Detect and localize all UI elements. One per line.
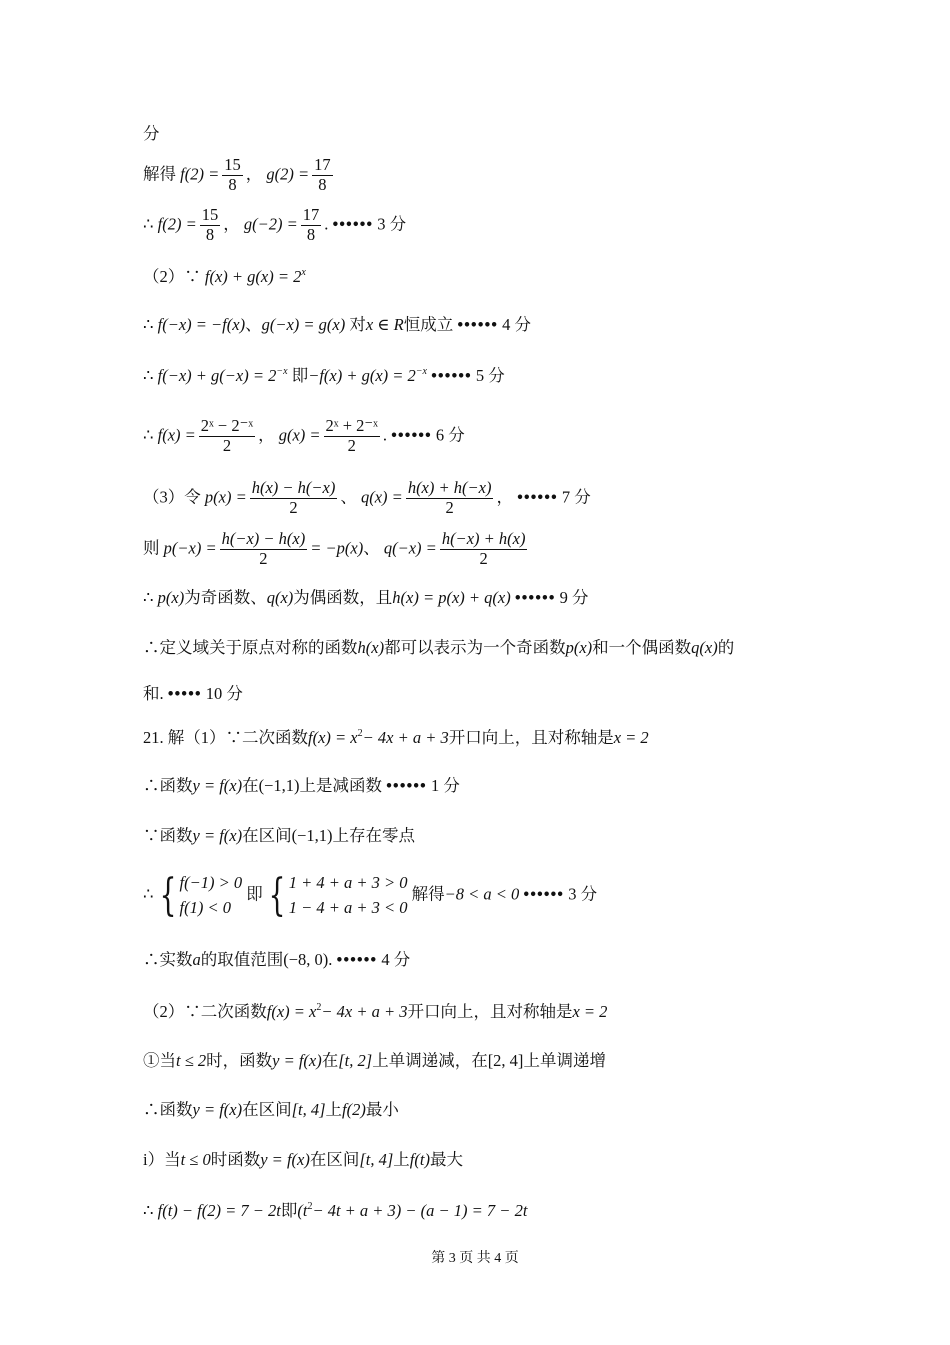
fraction: $\frac{17}{8}$ <box>302 205 320 244</box>
line-8: （3）令 p(x) = $\frac{h(x) - h(-x)}{2}$ 、 q(x) = $\frac{h(x) + h(-x)}{2}$ ， •••••• 7 分 <box>143 478 591 517</box>
line-13: 21. 解（1）∵二次函数$f(x) = x^2- 4x + a + 3$开口向上，且对称轴是x = 2 <box>143 728 649 747</box>
line-2: 解得 f(2) = $\frac{15}{8}$ ， g(2) = $\frac{17}{8}$ <box>143 155 331 194</box>
line-12: 和. ••••• 10 分 <box>143 684 243 703</box>
fraction: $\frac{15}{8}$ <box>201 205 219 244</box>
line-7: ∴ f(x) = $\frac{\text{2ˣ − 2⁻ˣ}}{2}$ ， g(x) = $\frac{\text{2ˣ + 2⁻ˣ}}{2}$ . •••••• 6 分 <box>143 416 465 455</box>
line-10: ∴ p(x)为奇函数、q(x)为偶函数，且h(x) = p(x) + q(x) •••••• 9 分 <box>143 588 589 607</box>
line-9: 则 p(−x) = $\frac{h(-x) - h(x)}{2}$ = −p(x)、 q(−x) = $\frac{h(-x) + h(x)}{2}$ <box>143 529 526 568</box>
fraction: $\frac{\text{2ˣ − 2⁻ˣ}}{2}$ <box>200 416 254 455</box>
line-20: ∴函数y = f(x)在区间[t, 4]上f(2)最小 <box>143 1100 399 1119</box>
line-5: ∴ f(−x) = −f(x)、g(−x) = g(x) 对x ∈ R恒成立 •••••• 4 分 <box>143 315 532 334</box>
line-3: ∴ f(2) = $\frac{15}{8}$ ， g(−2) = $\frac{17}{8}$ . •••••• 3 分 <box>143 205 407 244</box>
line-4: （2）∵ $f(x) + g(x) = 2^x$ <box>143 267 306 286</box>
line-17: ∴实数a的取值范围(−8, 0). •••••• 4 分 <box>143 950 411 969</box>
line-22: ∴ f(t) − f(2) = 7 − 2t即$(t^2- 4t + a + 3) - (a - 1) = 7 - 2t$ <box>143 1201 528 1220</box>
line-19: ①当t ≤ 2时，函数y = f(x)在[t, 2]上单调递减，在[2, 4]上单调递增 <box>143 1051 606 1070</box>
page-footer: 第 3 页 共 4 页 <box>431 1251 519 1266</box>
line-11: ∴定义域关于原点对称的函数h(x)都可以表示为一个奇函数p(x)和一个偶函数q(x)的 <box>143 638 735 657</box>
fraction: $\frac{17}{8}$ <box>314 155 331 194</box>
line-18: （2）∵二次函数$f(x) = x^2- 4x + a + 3$开口向上，且对称轴是x = 2 <box>143 1002 608 1021</box>
fraction: $\frac{h(x) - h(-x)}{2}$ <box>251 478 336 517</box>
equation-system: { f(−1) > 0 f(1) < 0 <box>159 869 243 921</box>
fraction: $\frac{h(-x) - h(x)}{2}$ <box>221 529 306 568</box>
line-14: ∴函数y = f(x)在(−1,1)上是减函数 •••••• 1 分 <box>143 776 460 795</box>
line-6: ∴ $f(-x) + g(-x) = 2^{-x}$ 即$-f(x) + g(x) = 2^{-x}$ •••••• 5 分 <box>143 366 505 385</box>
line-21: i）当t ≤ 0时函数y = f(x)在区间[t, 4]上f(t)最大 <box>143 1150 463 1169</box>
fraction: $\frac{15}{8}$ <box>224 155 241 194</box>
fraction: $\frac{h(x) + h(-x)}{2}$ <box>407 478 492 517</box>
line-15: ∵函数y = f(x)在区间(−1,1)上存在零点 <box>143 826 416 845</box>
line-16: ∴ { f(−1) > 0 f(1) < 0 即 { 1 + 4 + a + 3 > 0 1 − 4 + a + 3 < 0 解得−8 < a < 0 •••••• 3 分 <box>143 869 598 921</box>
equation-system: { 1 + 4 + a + 3 > 0 1 − 4 + a + 3 < 0 <box>268 869 408 921</box>
fraction: $\frac{h(-x) + h(x)}{2}$ <box>441 529 526 568</box>
line-1: 分 <box>143 124 160 143</box>
fraction: $\frac{\text{2ˣ + 2⁻ˣ}}{2}$ <box>325 416 378 455</box>
